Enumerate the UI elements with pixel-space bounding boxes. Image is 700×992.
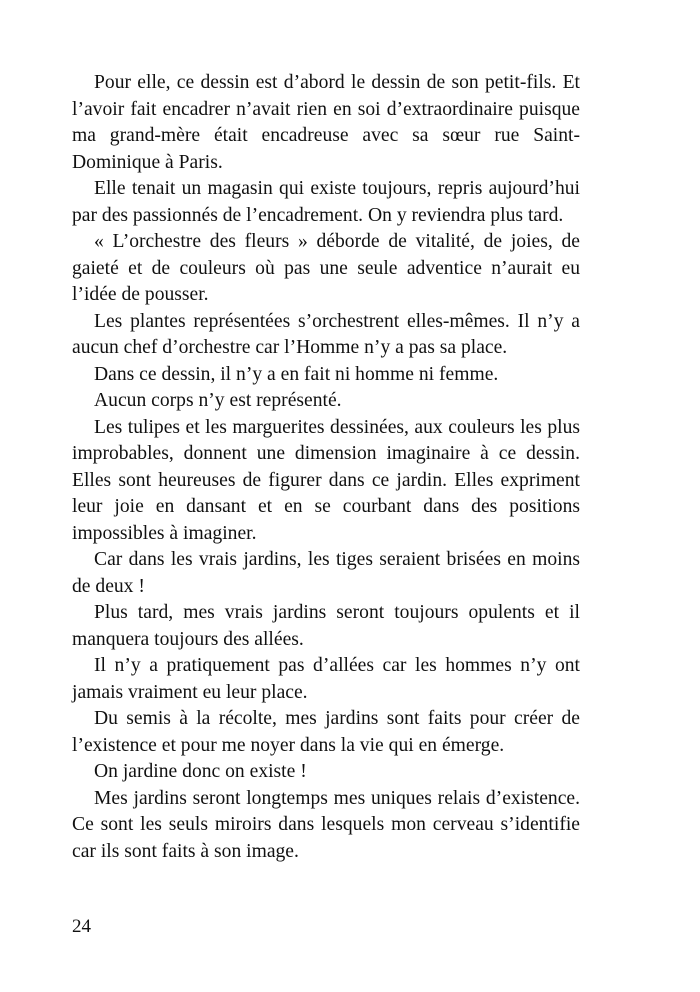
paragraph: Car dans les vrais jardins, les tiges seraient brisées en moins de deux ! [72, 549, 580, 597]
paragraph: Pour elle, ce dessin est d’abord le dessin de son petit-fils. Et l’avoir fait encadrer n’avait rien en soi d’extraordinaire puisque ma grand-mère était encadreuse avec sa sœur rue Saint-Dominique à Paris. [72, 72, 580, 173]
page-number: 24 [72, 916, 91, 937]
paragraph: Il n’y a pratiquement pas d’allées car les hommes n’y ont jamais vraiment eu leur place. [72, 655, 580, 703]
paragraph: Plus tard, mes vrais jardins seront toujours opulents et il manquera toujours des allées. [72, 602, 580, 650]
paragraph: Aucun corps n’y est représenté. [94, 390, 342, 411]
paragraph: Les plantes représentées s’orchestrent elles-mêmes. Il n’y a aucun chef d’orchestre car l’Homme n’y a pas sa place. [72, 310, 580, 358]
paragraph: « L’orchestre des fleurs » déborde de vitalité, de joies, de gaieté et de couleurs où pas une seule adventice n’aurait eu l’idée de pousser. [72, 231, 580, 305]
paragraph: Dans ce dessin, il n’y a en fait ni homme ni femme. [94, 363, 499, 385]
paragraph: Elle tenait un magasin qui existe toujours, repris aujourd’hui par des passionnés de l’encadrement. On y reviendra plus tard. [72, 178, 580, 226]
body-text [72, 70, 580, 865]
paragraph: Du semis à la récolte, mes jardins sont faits pour créer de l’existence et pour me noyer dans la vie qui en émerge. [72, 708, 580, 756]
paragraph: On jardine donc on existe ! [94, 761, 307, 782]
paragraph: Mes jardins seront longtemps mes uniques relais d’existence. Ce sont les seuls miroirs dans lesquels mon cerveau s’identifie car ils sont faits à son image. [72, 787, 580, 862]
paragraph: Les tulipes et les marguerites dessinées, aux couleurs les plus improbables, donnent une dimension imaginaire à ce dessin. Elles sont heureuses de figurer dans ce jardin. Elles expriment leur joie en dansant et en se courbant dans des positions impossibles à imaginer. [72, 416, 580, 544]
